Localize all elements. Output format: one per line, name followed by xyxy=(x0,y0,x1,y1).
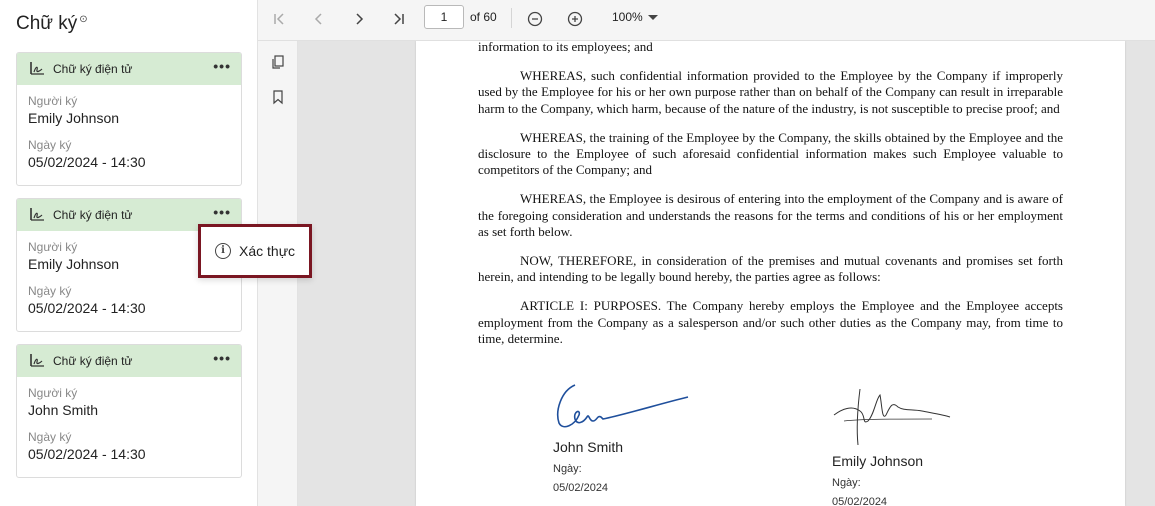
sign-date: 05/02/2024 - 14:30 xyxy=(28,300,146,316)
chevron-down-icon[interactable] xyxy=(648,15,658,20)
signer-label: Người ký xyxy=(28,240,78,254)
signature-card[interactable] xyxy=(16,52,242,186)
handwritten-signature-john xyxy=(553,381,693,433)
document-page xyxy=(416,41,1125,506)
paragraph: NOW, THEREFORE, in consideration of the premises and mutual covenants and promises set forth herein, and intending to be legally bound hereby, the parties agree as follows: xyxy=(478,253,1063,285)
signature-pen-icon xyxy=(28,60,46,78)
copy-pages-icon[interactable] xyxy=(270,54,286,70)
previous-page-button[interactable] xyxy=(306,6,332,32)
sign-date-label: Ngày ký xyxy=(28,138,72,152)
signer-name: Emily Johnson xyxy=(832,453,924,470)
signature-block xyxy=(553,381,693,496)
zoom-in-icon xyxy=(567,11,583,27)
signature-pen-icon xyxy=(28,352,46,370)
next-page-button[interactable] xyxy=(346,6,372,32)
bookmark-icon[interactable] xyxy=(270,89,286,105)
chevron-left-icon xyxy=(311,11,327,27)
signature-pen-icon xyxy=(28,206,46,224)
signature-type-label: Chữ ký điện tử xyxy=(53,62,133,76)
page-count: of 60 xyxy=(470,10,497,24)
sign-date: 05/02/2024 xyxy=(553,481,609,494)
date-label: Ngày: xyxy=(832,477,861,490)
zoom-out-icon xyxy=(527,11,543,27)
chevron-right-icon xyxy=(351,11,367,27)
verify-label: Xác thực xyxy=(239,243,296,259)
toolbar-divider xyxy=(511,8,512,28)
signer-name: Emily Johnson xyxy=(28,110,120,126)
verify-menu-item[interactable] xyxy=(198,224,312,278)
last-page-icon xyxy=(391,11,407,27)
signature-card-header xyxy=(17,345,241,377)
signer-name: John Smith xyxy=(553,439,624,456)
zoom-out-button[interactable] xyxy=(522,6,548,32)
zoom-in-button[interactable] xyxy=(562,6,588,32)
signer-name: John Smith xyxy=(28,402,99,418)
signature-card-header xyxy=(17,53,241,85)
paragraph: WHEREAS, such confidential information provided to the Employee by the Company if improperly used by the Employee for his or her own purpose rather than on behalf of the Company can result in irreparable harm to the Company, which harm, because of the nature of the industry, is not susceptible to precise proof; and xyxy=(478,68,1063,116)
viewer-toolbar xyxy=(258,0,1155,41)
sign-date: 05/02/2024 - 14:30 xyxy=(28,446,146,462)
more-options-button[interactable]: ••• xyxy=(213,58,231,74)
panel-title xyxy=(16,13,88,35)
first-page-icon xyxy=(271,11,287,27)
document-viewer[interactable] xyxy=(298,41,1155,506)
paragraph: WHEREAS, the Employee is desirous of entering into the employment of the Company and is aware of the foregoing consideration and understands the reasons for the terms and conditions of his or her employment as set forth below. xyxy=(478,191,1063,239)
paragraph: ARTICLE I: PURPOSES. The Company hereby employs the Employee and the Employee accepts employment from the Company as a salesperson and/or such other duties as the Company may, from time to time, determine. xyxy=(478,298,1063,346)
handwritten-signature-emily xyxy=(832,385,956,447)
last-page-button[interactable] xyxy=(386,6,412,32)
info-icon[interactable]: ⊙ xyxy=(79,13,88,25)
panel-title-text: Chữ ký xyxy=(16,13,78,34)
signature-block xyxy=(832,385,956,506)
signer-label: Người ký xyxy=(28,386,78,400)
signer-label: Người ký xyxy=(28,94,78,108)
sign-date-label: Ngày ký xyxy=(28,284,72,298)
info-icon: i xyxy=(215,243,231,259)
first-page-button[interactable] xyxy=(266,6,292,32)
sign-date: 05/02/2024 - 14:30 xyxy=(28,154,146,170)
page-number-input[interactable] xyxy=(424,5,464,29)
date-label: Ngày: xyxy=(553,463,582,476)
signature-type-label: Chữ ký điện tử xyxy=(53,208,133,222)
more-options-button[interactable]: ••• xyxy=(213,204,231,220)
signature-card[interactable] xyxy=(16,344,242,478)
paragraph: information to its employees; and xyxy=(478,41,653,54)
more-options-button[interactable]: ••• xyxy=(213,350,231,366)
sign-date-label: Ngày ký xyxy=(28,430,72,444)
signer-name: Emily Johnson xyxy=(28,256,120,272)
zoom-select[interactable]: 100% xyxy=(612,10,643,24)
sign-date: 05/02/2024 xyxy=(832,495,888,506)
signature-type-label: Chữ ký điện tử xyxy=(53,354,133,368)
paragraph: WHEREAS, the training of the Employee by the Company, the skills obtained by the Employee and the disclosure to the Employee of such aforesaid confidential information makes such Employee valuable to competitors of the Company; and xyxy=(478,129,1063,178)
